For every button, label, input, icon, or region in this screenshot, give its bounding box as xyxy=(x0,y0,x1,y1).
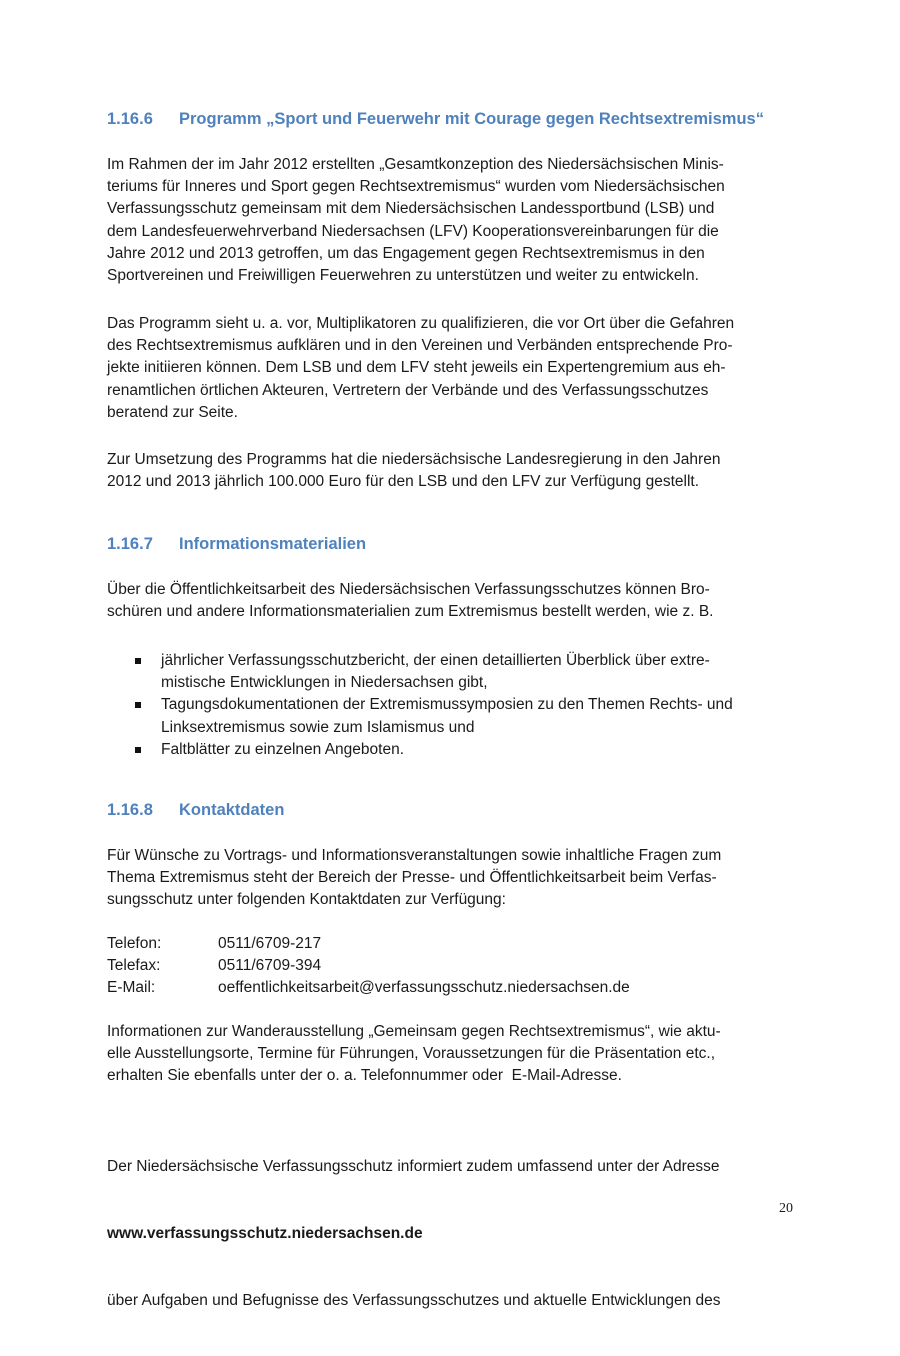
website-outro: über Aufgaben und Befugnisse des Verfassungsschutzes und aktuelle Entwicklungen des xyxy=(107,1291,721,1309)
list-item xyxy=(107,694,797,738)
section-heading-1-16-6 xyxy=(107,108,764,130)
bullet-square-icon xyxy=(135,702,141,708)
section-number: 1.16.6 xyxy=(107,110,153,128)
paragraph-gesamtkonzeption: Im Rahmen der im Jahr 2012 erstellten „Gesamtkonzeption des Niedersächsischen Minis- teriums für Inneres und Sport gegen Rechtsextremismus“ wurden vom Niedersächsischen Verfassungsschutz gemeinsam mit dem Niedersächsischen Landessportbund (LSB) und dem Landesfeuerwehrverband Niedersachsen (LFV) Kooperationsvereinbarungen für die Jahre 2012 und 2013 getroffen, um das Engagement gegen Rechtsextremismus in den Sportvereinen und Freiwilligen Feuerwehren zu unterstützen und weiter zu entwickeln. xyxy=(107,156,725,285)
list-item-text: jährlicher Verfassungsschutzbericht, der einen detaillierten Überblick über extre- mistische Entwicklungen in Niedersachsen gibt, xyxy=(161,652,710,692)
section-title: Informationsmaterialien xyxy=(179,535,367,553)
contact-label: E-Mail: xyxy=(107,979,156,997)
contact-row-telefon xyxy=(107,933,797,955)
website-intro: Der Niedersächsische Verfassungsschutz informiert zudem umfassend unter der Adresse xyxy=(107,1158,720,1176)
paragraph-informationsmaterialien: Über die Öffentlichkeitsarbeit des Niedersächsischen Verfassungsschutzes können Bro- schüren und andere Informationsmaterialien zum Extremismus bestellt werden, wie z. B. xyxy=(107,581,714,621)
contact-table xyxy=(107,933,797,1000)
paragraph-website xyxy=(107,1112,797,1356)
list-item xyxy=(107,739,797,761)
section-number: 1.16.7 xyxy=(107,535,153,553)
contact-label: Telefax: xyxy=(107,957,161,975)
section-title: Kontaktdaten xyxy=(179,801,285,819)
email-address: oeffentlichkeitsarbeit@verfassungsschutz.niedersachsen.de xyxy=(218,979,630,997)
section-heading-1-16-7 xyxy=(107,533,366,555)
contact-row-telefax xyxy=(107,955,797,977)
section-title: Programm „Sport und Feuerwehr mit Courage gegen Rechtsextremismus“ xyxy=(179,110,764,128)
section-heading-1-16-8 xyxy=(107,799,284,821)
paragraph-wanderausstellung: Informationen zur Wanderausstellung „Gemeinsam gegen Rechtsextremismus“, wie aktu- elle Ausstellungsorte, Termine für Führungen, Voraussetzungen für die Präsentation etc., erhalten Sie ebenfalls unter der o. a. Telefonnummer oder E-Mail-Adresse. xyxy=(107,1023,721,1085)
bullet-square-icon xyxy=(135,747,141,753)
contact-row-email xyxy=(107,977,797,999)
contact-label: Telefon: xyxy=(107,935,162,952)
list-item-text: Faltblätter zu einzelnen Angeboten. xyxy=(161,740,405,758)
paragraph-programm: Das Programm sieht u. a. vor, Multiplikatoren zu qualifizieren, die vor Ort über die Gefahren des Rechtsextremismus aufklären und in den Vereinen und Verbänden entsprechende Pro- jekte initiieren können. Dem LSB und dem LFV steht jeweils ein Expertengremium aus eh- renamtlichen örtlichen Akteuren, Vertretern der Verbände und des Verfassungsschutzes beratend zur Seite. xyxy=(107,315,735,421)
website-url: www.verfassungsschutz.niedersachsen.de xyxy=(107,1225,423,1243)
bullet-square-icon xyxy=(135,658,141,664)
materials-list xyxy=(107,650,797,761)
paragraph-umsetzung: Zur Umsetzung des Programms hat die niedersächsische Landesregierung in den Jahren 2012 und 2013 jährlich 100.000 Euro für den LSB und den LFV zur Verfügung gestellt. xyxy=(107,451,721,491)
paragraph-kontakt-intro: Für Wünsche zu Vortrags- und Informationsveranstaltungen sowie inhaltliche Fragen zum Thema Extremismus steht der Bereich der Presse- und Öffentlichkeitsarbeit beim Verfas- sungsschutz unter folgenden Kontaktdaten zur Verfügung: xyxy=(107,847,722,909)
page-number: 20 xyxy=(779,1201,793,1216)
list-item-text: Tagungsdokumentationen der Extremismussymposien zu den Themen Rechts- und Linksextremismus sowie zum Islamismus und xyxy=(161,696,733,736)
fax-number: 0511/6709-394 xyxy=(218,957,322,975)
list-item xyxy=(107,650,797,694)
phone-number: 0511/6709-217 xyxy=(218,935,322,952)
section-number: 1.16.8 xyxy=(107,801,153,819)
